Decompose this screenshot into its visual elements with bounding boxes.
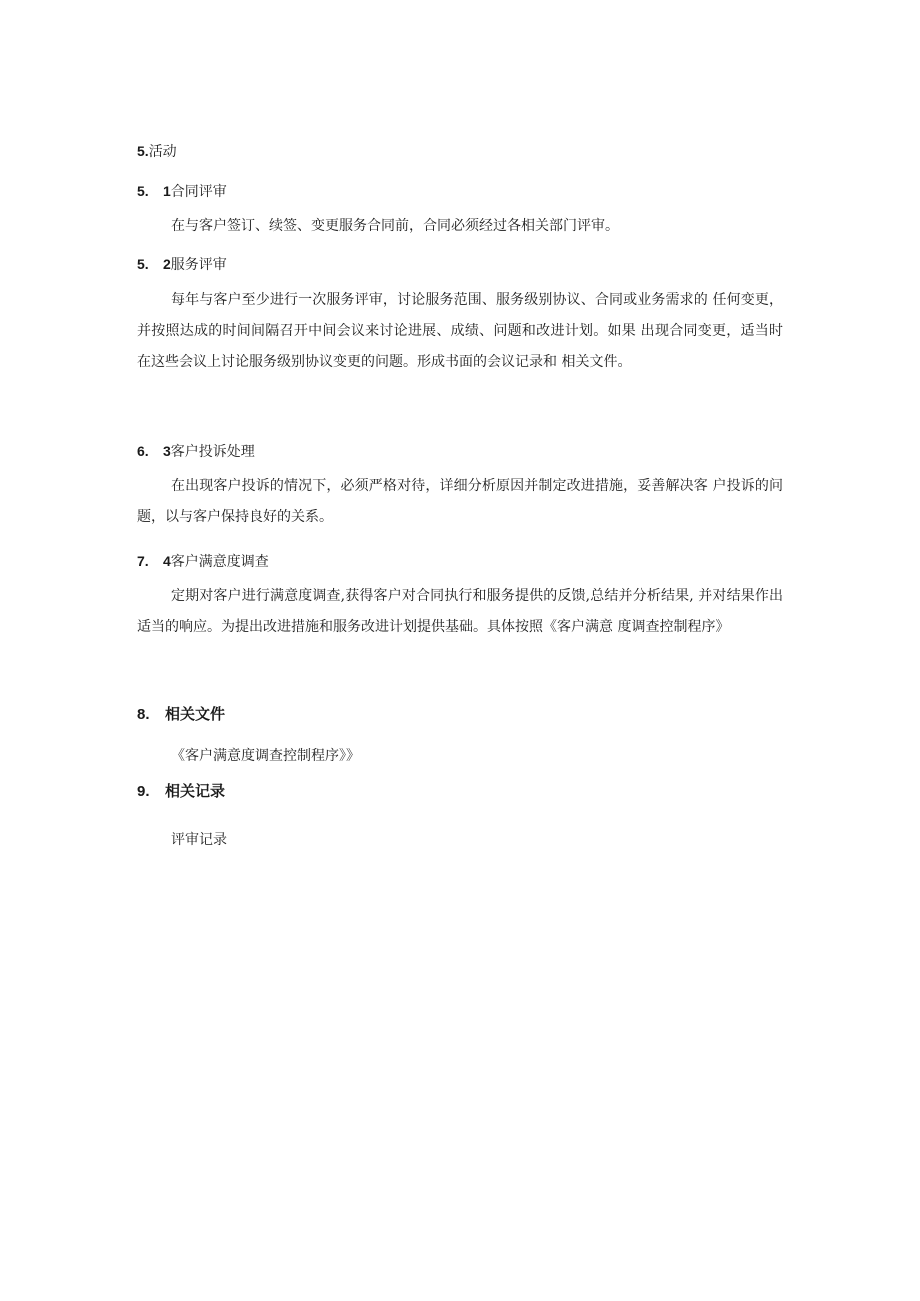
section-6-3-body: 在出现客户投诉的情况下，必须严格对待，详细分析原因并制定改进措施，妥善解决客 户投诉的问题，以与客户保持良好的关系。 — [137, 478, 783, 525]
section-number: 5. — [137, 183, 149, 199]
section-number: 8. — [137, 706, 150, 723]
section-8-heading — [137, 705, 225, 724]
section-5-heading — [137, 142, 177, 161]
section-9-body: 评审记录 — [171, 832, 227, 848]
section-7-4-heading — [137, 552, 269, 571]
section-number: 7. — [137, 553, 149, 569]
section-5-1-heading — [137, 182, 227, 201]
section-number: 5. — [137, 143, 149, 159]
section-9-heading — [137, 782, 225, 801]
subsection-number: 4 — [163, 553, 171, 569]
section-5-1-body: 在与客户签订、续签、变更服务合同前，合同必须经过各相关部门评审。 — [171, 218, 619, 234]
section-7-4-body: 定期对客户进行满意度调查,获得客户对合同执行和服务提供的反馈,总结并分析结果, 并对结果作出适当的响应。为提出改进措施和服务改进计划提供基础。具体按照《客户满意 度调查控制程序》 — [137, 588, 783, 635]
section-number: 5. — [137, 256, 149, 272]
section-5-2-heading — [137, 255, 227, 274]
section-title: 服务评审 — [170, 257, 227, 273]
section-title: 相关记录 — [165, 782, 226, 800]
section-title: 合同评审 — [170, 184, 227, 200]
subsection-number: 1 — [163, 183, 171, 199]
section-8-body: 《客户满意度调查控制程序》》 — [171, 748, 360, 764]
subsection-number: 3 — [163, 443, 171, 459]
section-6-3-heading — [137, 442, 255, 461]
section-5-2-body: 每年与客户至少进行一次服务评审，讨论服务范围、服务级别协议、合同或业务需求的 任何变更，并按照达成的时间间隔召开中间会议来讨论进展、成绩、问题和改进计划。如果 出现合同变更，适当时在这些会议上讨论服务级别协议变更的问题。形成书面的会议记录和 相关文件。 — [137, 292, 783, 370]
section-title: 活动 — [148, 144, 177, 160]
section-title: 客户投诉处理 — [170, 444, 255, 460]
section-title: 相关文件 — [165, 705, 226, 723]
section-title: 客户满意度调查 — [170, 554, 269, 570]
section-number: 9. — [137, 783, 150, 800]
subsection-number: 2 — [163, 256, 171, 272]
section-number: 6. — [137, 443, 149, 459]
